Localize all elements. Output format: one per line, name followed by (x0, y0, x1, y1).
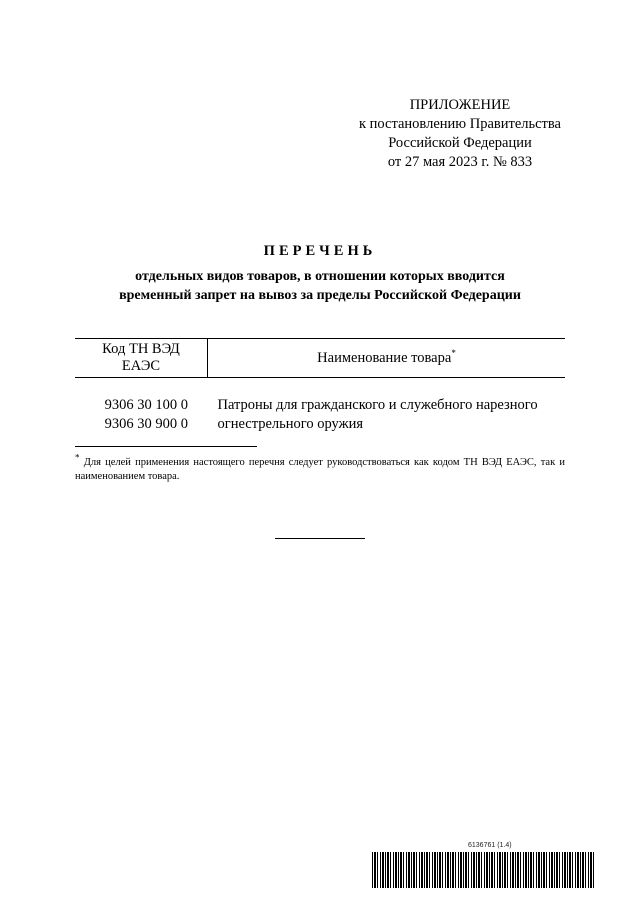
footnote-divider (75, 446, 257, 447)
code-value-1: 9306 30 100 0 (104, 397, 188, 413)
cell-goods-name (208, 378, 566, 436)
table-row (75, 378, 565, 436)
code-value-2: 9306 30 900 0 (104, 416, 188, 432)
header-code-line-1: Код ТН ВЭД (102, 341, 180, 357)
appendix-authority: Российской Федерации (388, 135, 532, 151)
appendix-date-number: от 27 мая 2023 г. № 833 (387, 154, 533, 170)
document-subtitle (60, 267, 580, 305)
barcode-block (372, 842, 594, 898)
header-name-label: Наименование товара (317, 349, 452, 366)
table-header-row (75, 339, 565, 378)
goods-name-line-1: Патроны для гражданского и служебного нарезного (217, 397, 538, 413)
footnote (75, 452, 565, 484)
appendix-header (330, 96, 590, 172)
barcode-id: 6136761 (1.4) (468, 842, 512, 849)
goods-table (75, 338, 565, 435)
header-name-column (208, 339, 566, 378)
appendix-label: ПРИЛОЖЕНИЕ (409, 97, 511, 113)
header-code-column (75, 339, 208, 378)
subtitle-line-1: отдельных видов товаров, в отношении которых вводится (135, 269, 505, 284)
document-title: ПЕРЕЧЕНЬ (263, 243, 377, 259)
subtitle-line-2: временный запрет на вывоз за пределы Российской Федерации (119, 288, 521, 303)
cell-codes (75, 378, 208, 436)
footnote-reference-mark: * (451, 347, 456, 358)
goods-name-line-2: огнестрельного оружия (217, 416, 364, 432)
footnote-text: Для целей применения настоящего перечня следует руководствоваться как кодом ТН ВЭД ЕАЭС, так и наименованием товара. (75, 457, 565, 482)
end-of-document-line (275, 538, 365, 539)
footnote-mark: * (75, 452, 80, 463)
header-code-line-2: ЕАЭС (121, 358, 161, 374)
appendix-reference: к постановлению Правительства (359, 116, 561, 132)
barcode-icon (372, 852, 594, 888)
